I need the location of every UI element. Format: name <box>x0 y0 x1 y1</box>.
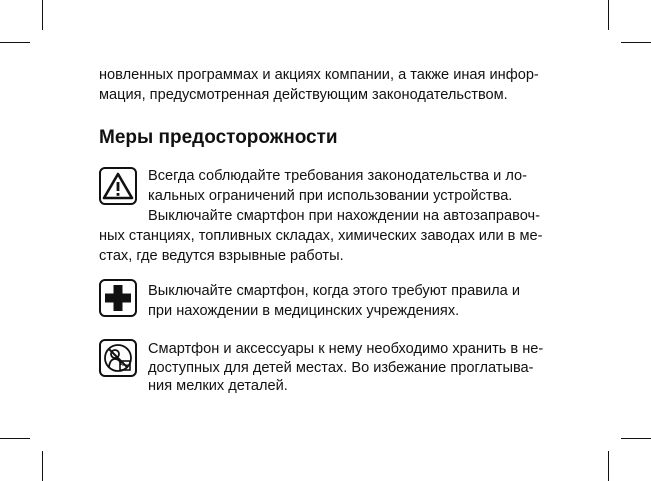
medical-cross-icon <box>99 279 137 317</box>
warning-line-4: ных станциях, топливных складах, химических заводах или в ме- <box>99 228 543 244</box>
warning-line-3: Выключайте смартфон при нахождении на автозаправоч- <box>148 208 540 224</box>
warning-line-1: Всегда соблюдайте требования законодательства и ло- <box>148 168 528 184</box>
warning-line-2: кальных ограничений при использовании устройства. <box>148 188 513 204</box>
crop-mark <box>42 0 43 30</box>
crop-mark <box>42 451 43 481</box>
crop-mark <box>608 451 609 481</box>
keep-away-from-children-icon <box>99 339 137 377</box>
crop-mark <box>0 42 30 43</box>
medical-line-2: при нахождении в медицинских учреждениях. <box>148 303 460 319</box>
intro-line-1: новленных программах и акциях компании, а также иная инфор- <box>99 67 539 83</box>
medical-line-1: Выключайте смартфон, когда этого требуют правила и <box>148 283 520 299</box>
warning-line-5: стах, где ведутся взрывные работы. <box>99 248 344 264</box>
children-line-3: ния мелких деталей. <box>148 378 288 394</box>
crop-mark <box>0 438 30 439</box>
section-title: Меры предосторожности <box>99 127 338 148</box>
warning-triangle-icon <box>99 167 137 205</box>
crop-mark <box>621 42 651 43</box>
children-line-1: Смартфон и аксессуары к нему необходимо хранить в не- <box>148 341 544 357</box>
crop-mark <box>608 0 609 30</box>
crop-mark <box>621 438 651 439</box>
children-line-2: доступных для детей местах. Во избежание проглатыва- <box>148 360 534 376</box>
intro-line-2: мация, предусмотренная действующим законодательством. <box>99 87 508 103</box>
